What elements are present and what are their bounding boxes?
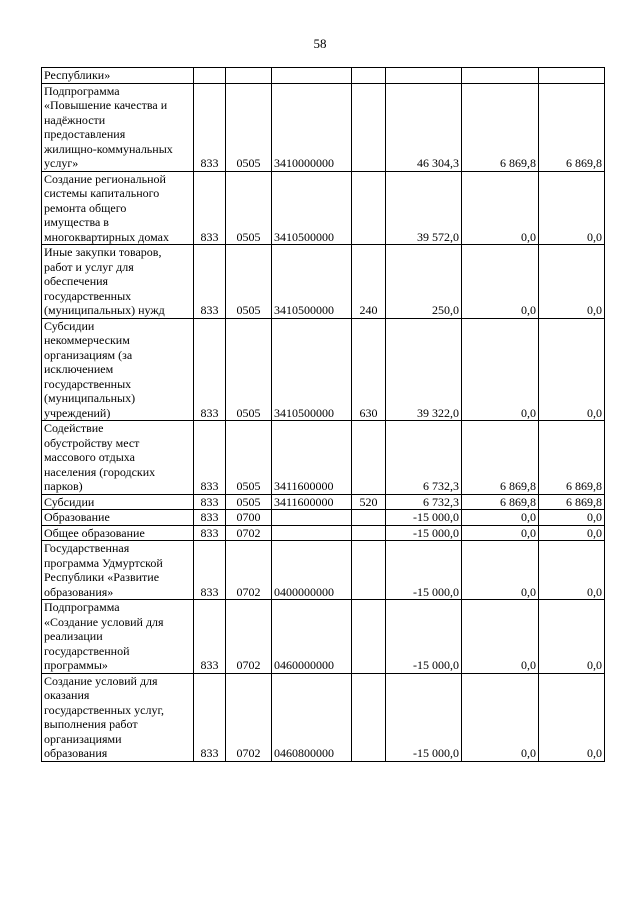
amount-year1-cell: 6 732,3	[386, 494, 462, 510]
target-article-cell: 3410500000	[272, 318, 352, 421]
table-row	[42, 525, 605, 541]
ministry-code-cell: 833	[194, 318, 226, 421]
section-code-cell: 0505	[226, 318, 272, 421]
expense-type-cell	[352, 171, 386, 245]
amount-year1-cell: -15 000,0	[386, 541, 462, 600]
section-code-cell: 0702	[226, 541, 272, 600]
section-code-cell: 0505	[226, 83, 272, 171]
amount-year3-cell: 6 869,8	[539, 494, 605, 510]
amount-year3-cell: 0,0	[539, 673, 605, 761]
ministry-code-cell	[194, 68, 226, 84]
row-name-cell: Содействие обустройству мест массового отдыха населения (городских парков)	[42, 421, 194, 495]
ministry-code-cell: 833	[194, 600, 226, 674]
amount-year1-cell: -15 000,0	[386, 673, 462, 761]
ministry-code-cell: 833	[194, 421, 226, 495]
amount-year3-cell: 0,0	[539, 171, 605, 245]
section-code-cell	[226, 68, 272, 84]
expense-type-cell	[352, 68, 386, 84]
amount-year2-cell: 6 869,8	[462, 494, 539, 510]
expense-type-cell	[352, 600, 386, 674]
amount-year1-cell: 39 572,0	[386, 171, 462, 245]
row-name-cell: Создание региональной системы капитального ремонта общего имущества в многоквартирных домах	[42, 171, 194, 245]
amount-year2-cell: 0,0	[462, 525, 539, 541]
amount-year3-cell: 0,0	[539, 600, 605, 674]
amount-year3-cell: 6 869,8	[539, 421, 605, 495]
target-article-cell: 0460000000	[272, 600, 352, 674]
amount-year1-cell: -15 000,0	[386, 600, 462, 674]
table-row	[42, 171, 605, 245]
target-article-cell: 0400000000	[272, 541, 352, 600]
section-code-cell: 0505	[226, 171, 272, 245]
ministry-code-cell: 833	[194, 245, 226, 319]
table-row	[42, 541, 605, 600]
table-row	[42, 510, 605, 526]
amount-year2-cell: 6 869,8	[462, 421, 539, 495]
amount-year2-cell: 0,0	[462, 318, 539, 421]
target-article-cell: 3410500000	[272, 171, 352, 245]
amount-year1-cell: -15 000,0	[386, 510, 462, 526]
expense-type-cell	[352, 525, 386, 541]
row-name-cell: Создание условий для оказания государственных услуг, выполнения работ организациями образования	[42, 673, 194, 761]
amount-year3-cell: 0,0	[539, 541, 605, 600]
ministry-code-cell: 833	[194, 171, 226, 245]
amount-year2-cell: 0,0	[462, 541, 539, 600]
table-row	[42, 673, 605, 761]
amount-year2-cell: 0,0	[462, 510, 539, 526]
row-name-cell: Иные закупки товаров, работ и услуг для обеспечения государственных (муниципальных) нужд	[42, 245, 194, 319]
amount-year3-cell: 0,0	[539, 510, 605, 526]
budget-table	[41, 67, 605, 762]
target-article-cell: 0460800000	[272, 673, 352, 761]
amount-year1-cell: 39 322,0	[386, 318, 462, 421]
section-code-cell: 0505	[226, 494, 272, 510]
section-code-cell: 0700	[226, 510, 272, 526]
section-code-cell: 0505	[226, 245, 272, 319]
ministry-code-cell: 833	[194, 494, 226, 510]
target-article-cell: 3411600000	[272, 421, 352, 495]
amount-year3-cell: 0,0	[539, 525, 605, 541]
target-article-cell	[272, 510, 352, 526]
amount-year2-cell: 0,0	[462, 245, 539, 319]
amount-year3-cell: 0,0	[539, 318, 605, 421]
row-name-cell: Подпрограмма «Создание условий для реализации государственной программы»	[42, 600, 194, 674]
expense-type-cell: 520	[352, 494, 386, 510]
ministry-code-cell: 833	[194, 510, 226, 526]
expense-type-cell	[352, 421, 386, 495]
target-article-cell	[272, 68, 352, 84]
amount-year1-cell: 250,0	[386, 245, 462, 319]
expense-type-cell	[352, 673, 386, 761]
ministry-code-cell: 833	[194, 525, 226, 541]
section-code-cell: 0505	[226, 421, 272, 495]
row-name-cell: Государственная программа Удмуртской Республики «Развитие образования»	[42, 541, 194, 600]
amount-year1-cell: 6 732,3	[386, 421, 462, 495]
row-name-cell: Общее образование	[42, 525, 194, 541]
target-article-cell: 3411600000	[272, 494, 352, 510]
table-row	[42, 494, 605, 510]
amount-year1-cell: 46 304,3	[386, 83, 462, 171]
amount-year2-cell: 0,0	[462, 673, 539, 761]
amount-year1-cell	[386, 68, 462, 84]
expense-type-cell	[352, 541, 386, 600]
expense-type-cell	[352, 510, 386, 526]
table-row	[42, 245, 605, 319]
target-article-cell	[272, 525, 352, 541]
expense-type-cell	[352, 83, 386, 171]
expense-type-cell: 630	[352, 318, 386, 421]
section-code-cell: 0702	[226, 525, 272, 541]
ministry-code-cell: 833	[194, 541, 226, 600]
amount-year2-cell	[462, 68, 539, 84]
page-number: 58	[313, 36, 327, 51]
row-name-cell: Образование	[42, 510, 194, 526]
amount-year2-cell: 0,0	[462, 171, 539, 245]
amount-year1-cell: -15 000,0	[386, 525, 462, 541]
target-article-cell: 3410500000	[272, 245, 352, 319]
table-row	[42, 421, 605, 495]
row-name-cell: Подпрограмма «Повышение качества и надёжности предоставления жилищно-коммунальных услуг»	[42, 83, 194, 171]
row-name-cell: Республики»	[42, 68, 194, 84]
section-code-cell: 0702	[226, 673, 272, 761]
table-row	[42, 83, 605, 171]
target-article-cell: 3410000000	[272, 83, 352, 171]
amount-year2-cell: 0,0	[462, 600, 539, 674]
section-code-cell: 0702	[226, 600, 272, 674]
row-name-cell: Субсидии некоммерческим организациям (за исключением государственных (муниципальных) учреждений)	[42, 318, 194, 421]
table-row	[42, 68, 605, 84]
ministry-code-cell: 833	[194, 673, 226, 761]
expense-type-cell: 240	[352, 245, 386, 319]
amount-year3-cell: 6 869,8	[539, 83, 605, 171]
amount-year3-cell	[539, 68, 605, 84]
amount-year2-cell: 6 869,8	[462, 83, 539, 171]
amount-year3-cell: 0,0	[539, 245, 605, 319]
ministry-code-cell: 833	[194, 83, 226, 171]
table-row	[42, 318, 605, 421]
table-row	[42, 600, 605, 674]
row-name-cell: Субсидии	[42, 494, 194, 510]
